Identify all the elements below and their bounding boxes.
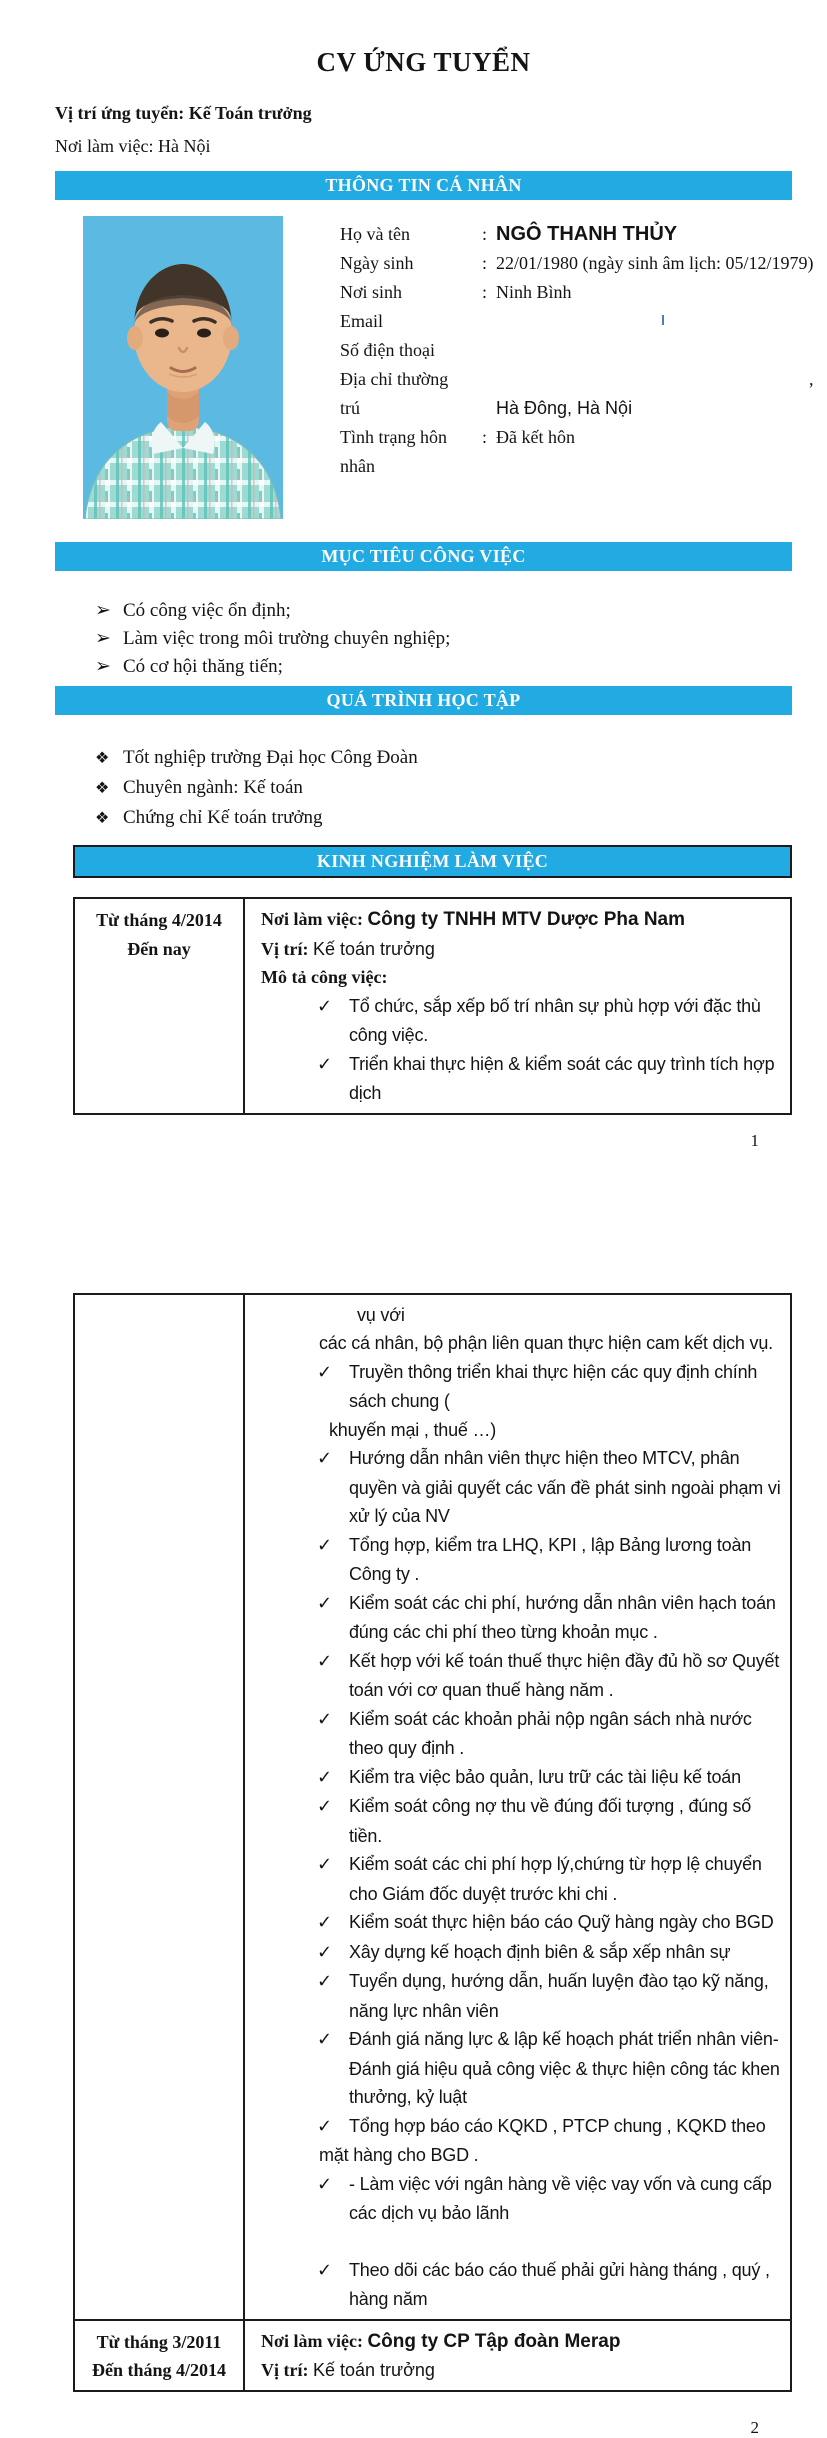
task-text: Kiểm soát các khoản phải nộp ngân sách nhà nước theo quy định . — [349, 1708, 752, 1758]
period-cell — [75, 899, 245, 1113]
info-colon — [482, 452, 496, 481]
period-to: Đến nay — [127, 938, 191, 959]
objective-item — [95, 653, 792, 681]
info-row — [340, 423, 813, 452]
task-item — [261, 1358, 782, 1416]
info-value: Đã kết hôn — [496, 427, 575, 447]
section-header-personal-info: THÔNG TIN CÁ NHÂN — [55, 171, 792, 200]
task-item — [261, 1416, 782, 1445]
task-item — [261, 1967, 782, 2025]
task-item — [261, 1647, 782, 1705]
email-redaction-artifact — [662, 315, 664, 325]
position-value: Kế toán trưởng — [312, 938, 435, 959]
diamond-bullet-icon: ❖ — [95, 780, 110, 797]
info-colon: : — [482, 253, 488, 273]
task-text: mặt hàng cho BGD . — [319, 2145, 479, 2165]
check-icon: ✓ — [317, 2259, 332, 2281]
task-text: Kiểm soát thực hiện báo cáo Quỹ hàng ngày cho BGD — [349, 1912, 774, 1932]
workplace-label: Nơi làm việc: — [261, 2330, 368, 2351]
task-text: Tổ chức, sắp xếp bố trí nhân sự phù hợp với đặc thù công việc. — [349, 995, 761, 1045]
info-label: Email — [340, 311, 383, 331]
education-text: Chuyên ngành: Kế toán — [123, 777, 303, 798]
check-icon: ✓ — [317, 1708, 332, 1730]
education-item — [95, 773, 792, 803]
arrow-bullet-icon: ➢ — [95, 628, 111, 649]
job-details-cell — [245, 2321, 790, 2390]
task-text: Truyền thông triển khai thực hiện các quy định chính sách chung ( — [349, 1361, 758, 1411]
task-item — [261, 1763, 782, 1793]
experience-row-job1 — [75, 899, 790, 1113]
objective-text: Có cơ hội thăng tiến; — [123, 656, 283, 677]
task-text: Hướng dẫn nhân viên thực hiện theo MTCV, phân quyền và giải quyết các vấn đề phát sinh ngoài phạm vi xử lý của NV — [349, 1448, 781, 1526]
info-row — [340, 365, 813, 394]
experience-row-job2 — [75, 2319, 790, 2390]
task-text: - Làm việc với ngân hàng về việc vay vốn và cung cấp các dịch vụ bảo lãnh — [349, 2173, 772, 2223]
info-label: Số điện thoại — [340, 340, 435, 360]
info-label: trú — [340, 398, 360, 418]
task-item — [261, 1792, 782, 1850]
experience-table-page1 — [73, 897, 792, 1115]
task-item — [261, 1850, 782, 1908]
info-colon — [482, 307, 496, 336]
task-text: khuyến mại , thuế …) — [329, 1419, 497, 1440]
task-text: vụ với — [357, 1304, 405, 1325]
info-label: Địa chỉ thường — [340, 369, 449, 389]
cv-document — [0, 47, 827, 2438]
job-details-cell — [245, 1295, 790, 2319]
check-icon: ✓ — [317, 2115, 332, 2137]
period-cell — [75, 2321, 245, 2390]
info-label: Nơi sinh — [340, 282, 403, 302]
task-item — [261, 2141, 782, 2170]
description-label: Mô tả công việc: — [261, 967, 388, 987]
check-icon: ✓ — [317, 1912, 332, 1933]
task-text: Xây dựng kế hoạch định biên & sắp xếp nhân sự — [349, 1941, 731, 1962]
task-item — [261, 2256, 782, 2314]
workplace-value: Công ty TNHH MTV Dược Pha Nam — [367, 909, 686, 930]
check-icon: ✓ — [317, 1053, 332, 1075]
info-value: NGÔ THANH THỦY — [496, 223, 678, 245]
arrow-bullet-icon: ➢ — [95, 656, 111, 677]
check-icon: ✓ — [317, 1592, 332, 1614]
education-list — [55, 743, 792, 833]
info-row — [340, 249, 813, 278]
check-icon: ✓ — [317, 1854, 332, 1875]
position-value: Kế toán trưởng — [312, 2360, 435, 2380]
info-value: Hà Đông, Hà Nội — [496, 398, 633, 418]
page-break-gap — [55, 1151, 792, 1293]
task-item — [261, 1050, 782, 1108]
task-text: Triển khai thực hiện & kiểm soát các quy trình tích hợp dịch — [349, 1053, 775, 1103]
check-icon: ✓ — [317, 1971, 332, 1992]
education-item — [95, 803, 792, 833]
objective-item — [95, 625, 792, 653]
info-label: nhân — [340, 456, 375, 476]
experience-row-job1-continued — [75, 1295, 790, 2319]
task-text: Tuyển dụng, hướng dẫn, huấn luyện đào tạo kỹ năng, năng lực nhân viên — [349, 1971, 769, 2021]
task-text: Tổng hợp báo cáo KQKD , PTCP chung , KQKD theo — [349, 2115, 766, 2136]
task-item — [261, 2112, 782, 2142]
check-icon: ✓ — [317, 1941, 332, 1963]
task-text: các cá nhân, bộ phận liên quan thực hiện cam kết dịch vụ. — [319, 1333, 773, 1353]
info-colon — [482, 365, 496, 394]
check-icon: ✓ — [317, 995, 332, 1017]
task-text: Theo dõi các báo cáo thuế phải gửi hàng tháng , quý , hàng năm — [349, 2259, 770, 2309]
position-label: Vị trí: — [261, 938, 313, 959]
info-row — [340, 336, 813, 365]
diamond-bullet-icon: ❖ — [95, 810, 110, 827]
workplace-label: Nơi làm việc: — [261, 909, 368, 929]
section-header-education: QUÁ TRÌNH HỌC TẬP — [55, 686, 792, 715]
objectives-list — [55, 597, 792, 681]
info-colon — [482, 394, 496, 423]
objective-text: Có công việc ổn định; — [123, 600, 291, 621]
info-label: Tình trạng hôn — [340, 427, 447, 447]
task-text: Kiểm soát các chi phí, hướng dẫn nhân viên hạch toán đúng các chi phí theo từng khoản mục . — [349, 1592, 776, 1642]
check-icon: ✓ — [317, 1796, 332, 1817]
info-row — [340, 394, 813, 423]
info-colon: : — [482, 282, 488, 302]
info-label: Ngày sinh — [340, 253, 414, 273]
period-cell-empty — [75, 1295, 245, 2319]
check-icon: ✓ — [317, 1534, 332, 1556]
task-item — [261, 1705, 782, 1763]
task-text: Tổng hợp, kiểm tra LHQ, KPI , lập Bảng lương toàn Công ty . — [349, 1534, 752, 1584]
applied-position-line: Vị trí ứng tuyển: Kế Toán trưởng — [55, 103, 312, 123]
check-icon: ✓ — [317, 1361, 332, 1383]
job1-task-list-continued — [261, 1301, 782, 2314]
diamond-bullet-icon: ❖ — [95, 750, 110, 767]
task-item — [261, 1329, 782, 1358]
info-colon — [482, 336, 496, 365]
education-text: Tốt nghiệp trường Đại học Công Đoàn — [123, 747, 418, 768]
job-details-cell — [245, 899, 790, 1113]
info-value: Ninh Bình — [496, 282, 572, 302]
check-icon: ✓ — [317, 2173, 332, 2195]
page-number-2: 2 — [750, 2417, 759, 2437]
workplace-value: Công ty CP Tập đoàn Merap — [367, 2330, 621, 2352]
page-title: CV ỨNG TUYỂN — [316, 47, 531, 77]
personal-info-section — [55, 216, 814, 519]
section-header-objective: MỤC TIÊU CÔNG VIỆC — [55, 542, 792, 571]
period-from: Từ tháng 4/2014 — [96, 910, 222, 930]
info-row — [340, 278, 813, 307]
experience-table-page2 — [73, 1293, 792, 2392]
info-row — [340, 452, 813, 481]
info-colon: : — [482, 427, 488, 447]
task-text: Kiểm tra việc bảo quản, lưu trữ các tài liệu kế toán — [349, 1766, 741, 1787]
info-label: Họ và tên — [340, 224, 410, 244]
task-item — [261, 1301, 782, 1330]
objective-item — [95, 597, 792, 625]
job1-task-list — [261, 992, 782, 1108]
task-item — [261, 992, 782, 1050]
section-header-experience: KINH NGHIỆM LÀM VIỆC — [73, 845, 792, 878]
workplace-line: Nơi làm việc: Hà Nội — [55, 136, 211, 156]
task-item — [261, 2025, 782, 2112]
objective-text: Làm việc trong môi trường chuyên nghiệp; — [123, 628, 451, 649]
task-item — [261, 2170, 782, 2228]
info-row — [340, 307, 813, 336]
task-item — [261, 1531, 782, 1589]
period-from: Từ tháng 3/2011 — [96, 2331, 222, 2352]
task-item — [261, 1589, 782, 1647]
check-icon: ✓ — [317, 1650, 332, 1672]
position-label: Vị trí: — [261, 2360, 313, 2380]
check-icon: ✓ — [317, 2029, 332, 2050]
check-icon: ✓ — [317, 1448, 332, 1469]
info-colon: : — [482, 224, 488, 244]
personal-info-fields — [340, 216, 813, 519]
task-text: Kiểm soát các chi phí hợp lý,chứng từ hợp lệ chuyển cho Giám đốc duyệt trước khi chi . — [349, 1854, 762, 1904]
task-text: Kết hợp với kế toán thuế thực hiện đầy đủ hồ sơ Quyết toán với cơ quan thuế hàng năm . — [349, 1650, 780, 1700]
education-item — [95, 743, 792, 773]
info-row — [340, 220, 813, 249]
page-number-1: 1 — [750, 1130, 759, 1150]
info-value: 22/01/1980 (ngày sinh âm lịch: 05/12/1979) — [496, 253, 814, 273]
info-trailing-text: , — [808, 369, 814, 389]
arrow-bullet-icon: ➢ — [95, 600, 111, 621]
task-item — [261, 1908, 782, 1938]
task-item — [261, 1938, 782, 1968]
education-text: Chứng chỉ Kế toán trưởng — [123, 807, 323, 828]
task-text: Đánh giá năng lực & lập kế hoạch phát triển nhân viên- Đánh giá hiệu quả công việc & thực hiện công tác khen thưởng, kỷ luật — [349, 2029, 780, 2107]
period-to: Đến tháng 4/2014 — [91, 2360, 226, 2380]
task-item — [261, 1444, 782, 1531]
task-text: Kiểm soát công nợ thu về đúng đối tượng , đúng số tiền. — [349, 1796, 752, 1846]
applicant-photo — [83, 216, 283, 519]
check-icon: ✓ — [317, 1766, 332, 1788]
